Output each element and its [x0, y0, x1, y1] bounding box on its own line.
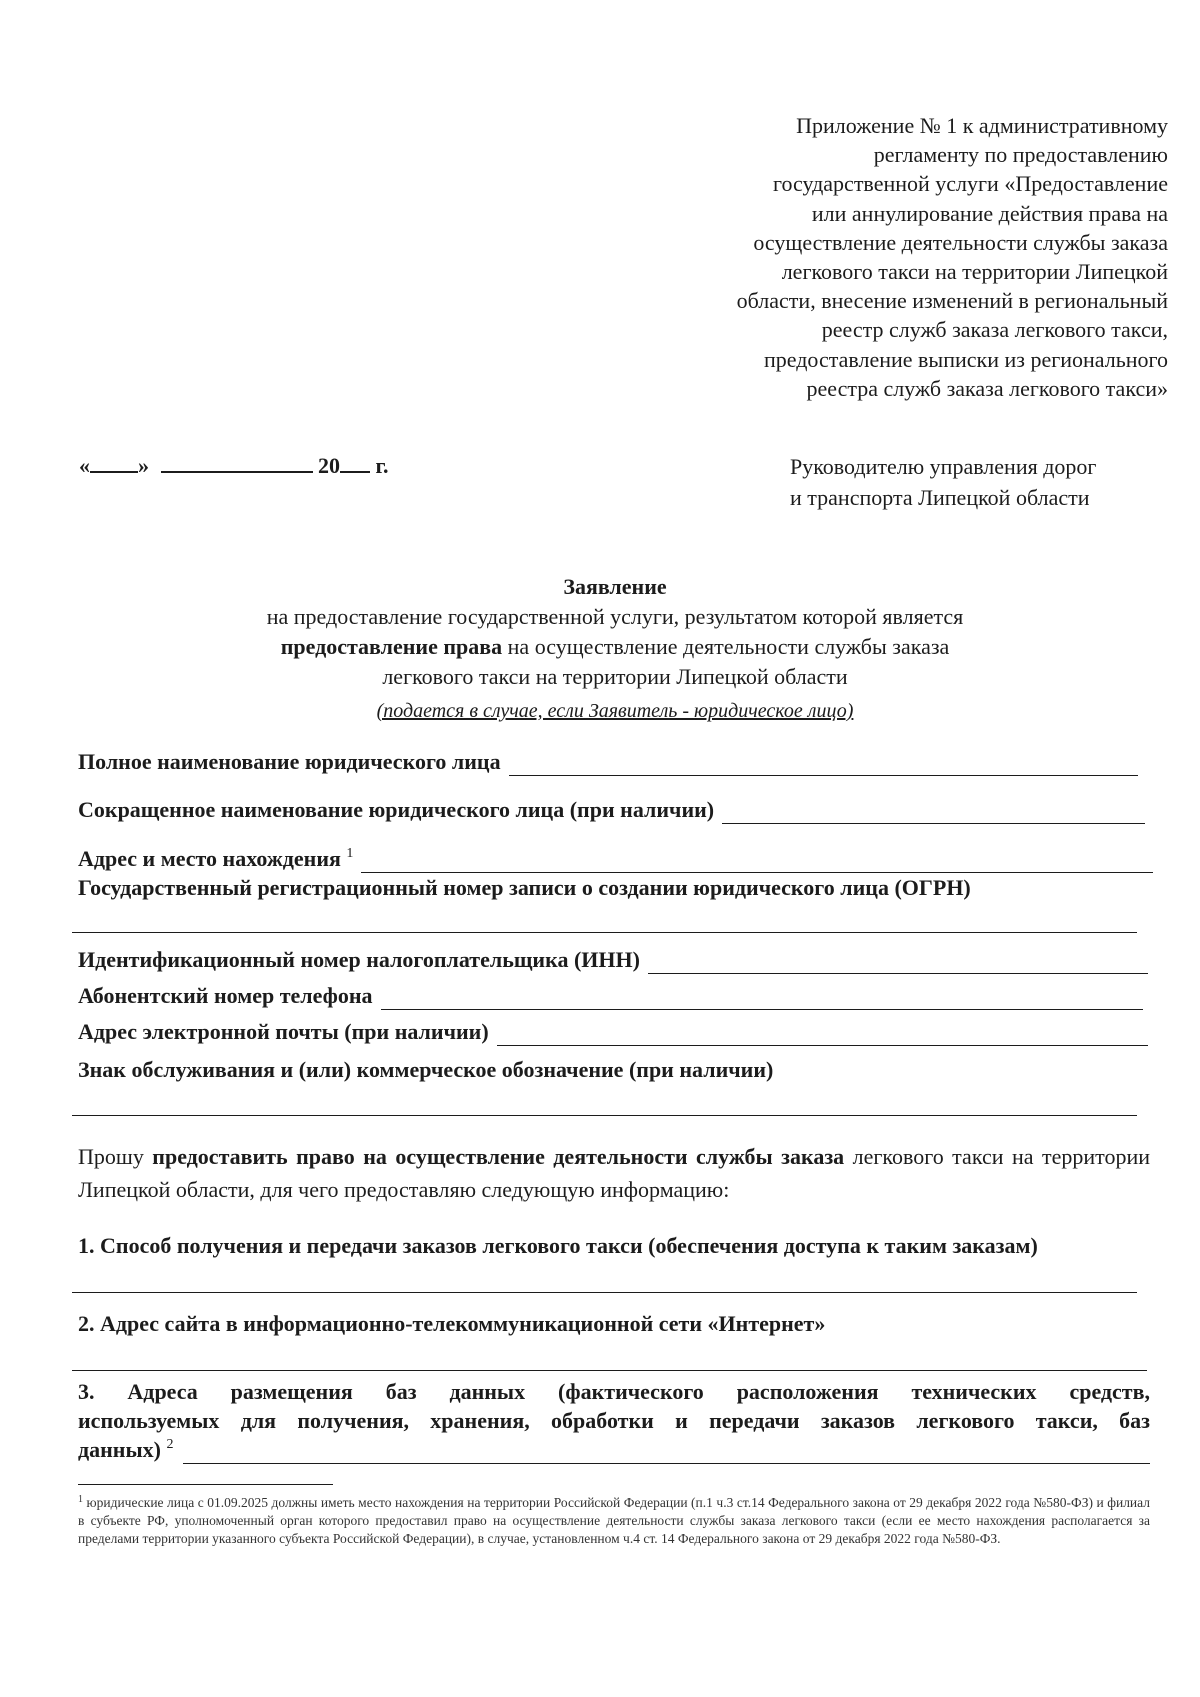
- field-ogrn-label: Государственный регистрационный номер записи о создании юридического лица (ОГРН): [78, 875, 971, 900]
- appendix-reference: [600, 111, 1168, 403]
- appendix-line: Приложение № 1 к административному: [796, 113, 1168, 138]
- address-label-text: Адрес и место нахождения: [78, 846, 341, 871]
- appendix-line: осуществление деятельности службы заказа: [753, 229, 1168, 255]
- appendix-line: государственной услуги «Предоставление: [772, 171, 1168, 197]
- request-paragraph: [78, 1140, 1150, 1206]
- year-prefix: 20: [318, 453, 340, 478]
- trademark-input[interactable]: [72, 1115, 1137, 1116]
- item-3-input[interactable]: [183, 1441, 1150, 1464]
- appendix-line: регламенту по предоставлению: [873, 142, 1168, 168]
- item-3-tail-text: данных): [78, 1437, 161, 1462]
- item-1-input[interactable]: [72, 1292, 1137, 1293]
- short-name-input[interactable]: [722, 801, 1145, 824]
- field-short-name: [78, 795, 1145, 824]
- footnote: [78, 1494, 1150, 1548]
- item-1-label: 1. Способ получения и передачи заказов легкового такси (обеспечения доступа к таким заказам): [78, 1233, 1038, 1258]
- month-blank[interactable]: [161, 451, 313, 473]
- item-3-line: 3. Адреса размещения баз данных (фактического расположения технических средств,: [78, 1379, 1150, 1404]
- item-3-last-line: [78, 1435, 1150, 1464]
- field-label: Адрес электронной почты (при наличии): [78, 1019, 489, 1044]
- item-2-label: 2. Адрес сайта в информационно-телекоммуникационной сети «Интернет»: [78, 1311, 826, 1336]
- field-address: [78, 844, 1153, 873]
- phone-input[interactable]: [381, 987, 1143, 1010]
- field-label: Сокращенное наименование юридического лица (при наличии): [78, 797, 715, 822]
- title-line: [140, 632, 1090, 662]
- appendix-line: области, внесение изменений в региональный: [736, 288, 1168, 314]
- field-label: Полное наименование юридического лица: [78, 749, 501, 774]
- day-blank[interactable]: [90, 451, 138, 473]
- appendix-line: легкового такси на территории Липецкой: [781, 259, 1168, 285]
- email-input[interactable]: [497, 1023, 1148, 1046]
- title-line: на предоставление государственной услуги, результатом которой является: [266, 604, 964, 629]
- address-input[interactable]: [361, 850, 1153, 873]
- inn-input[interactable]: [648, 951, 1148, 974]
- date-open-quote: «: [79, 453, 90, 478]
- footnote-mark: 1: [78, 1494, 83, 1505]
- footnote-ref: 1: [346, 846, 354, 861]
- footnote-ref: 2: [166, 1437, 174, 1452]
- footnote-text: юридические лица с 01.09.2025 должны иметь место нахождения на территории Российской Федерации (п.1 ч.3 ст.14 Федерального закона от 29 декабря 2022 года №580-ФЗ) и филиал в субъекте РФ, уполномоченный орган которого предоставил право на осуществление деятельности службы заказа легкового такси (если ее место нахождения располагается за пределами территории указанного субъекта Российской Федерации), в случае, установленном ч.4 ст. 14 Федерального закона от 29 декабря 2022 года №580-ФЗ.: [78, 1495, 1150, 1546]
- year-blank[interactable]: [340, 451, 370, 473]
- application-title: [140, 572, 1090, 726]
- item-3-line: используемых для получения, хранения, обработки и передачи заказов легкового такси, баз: [78, 1408, 1150, 1433]
- recipient-line: и транспорта Липецкой области: [790, 485, 1090, 510]
- application-heading: Заявление: [563, 574, 667, 599]
- request-prefix: Прошу: [78, 1144, 153, 1169]
- appendix-line: реестр служб заказа легкового такси,: [821, 317, 1168, 343]
- ogrn-input[interactable]: [72, 932, 1137, 933]
- field-label: Идентификационный номер налогоплательщика (ИНН): [78, 947, 640, 972]
- field-phone: [78, 981, 1143, 1010]
- appendix-line: реестра служб заказа легкового такси»: [806, 375, 1168, 401]
- date-line: [79, 451, 389, 480]
- year-suffix: г.: [375, 453, 389, 478]
- appendix-line: предоставление выписки из регионального: [763, 346, 1168, 372]
- field-trademark-label: Знак обслуживания и (или) коммерческое обозначение (при наличии): [78, 1057, 774, 1082]
- field-email: [78, 1017, 1148, 1046]
- recipient-block: [790, 451, 1096, 513]
- applicant-note: (подается в случае, если Заявитель - юридическое лицо): [376, 700, 854, 722]
- item-2-input[interactable]: [72, 1370, 1147, 1371]
- item-3-line: [78, 1435, 173, 1464]
- request-suffix: легкового такси на территории Липецкой области, для чего предоставляю следующую информацию:: [78, 1144, 1150, 1202]
- request-bold: предоставить право на осуществление деятельности службы заказа: [152, 1144, 845, 1169]
- item-3-block: [78, 1377, 1150, 1464]
- recipient-line: Руководителю управления дорог: [790, 454, 1097, 479]
- title-line-rest: на осуществление деятельности службы заказа: [502, 634, 950, 659]
- field-label: [78, 844, 353, 873]
- field-inn: [78, 945, 1148, 974]
- title-line: легкового такси на территории Липецкой области: [382, 664, 848, 689]
- full-name-input[interactable]: [509, 753, 1138, 776]
- field-full-name: [78, 747, 1138, 776]
- date-close-quote: »: [138, 453, 149, 478]
- title-bold-phrase: предоставление права: [280, 634, 503, 659]
- field-label: Абонентский номер телефона: [78, 983, 373, 1008]
- footnote-divider: [78, 1484, 333, 1485]
- appendix-line: или аннулирование действия права на: [811, 200, 1168, 226]
